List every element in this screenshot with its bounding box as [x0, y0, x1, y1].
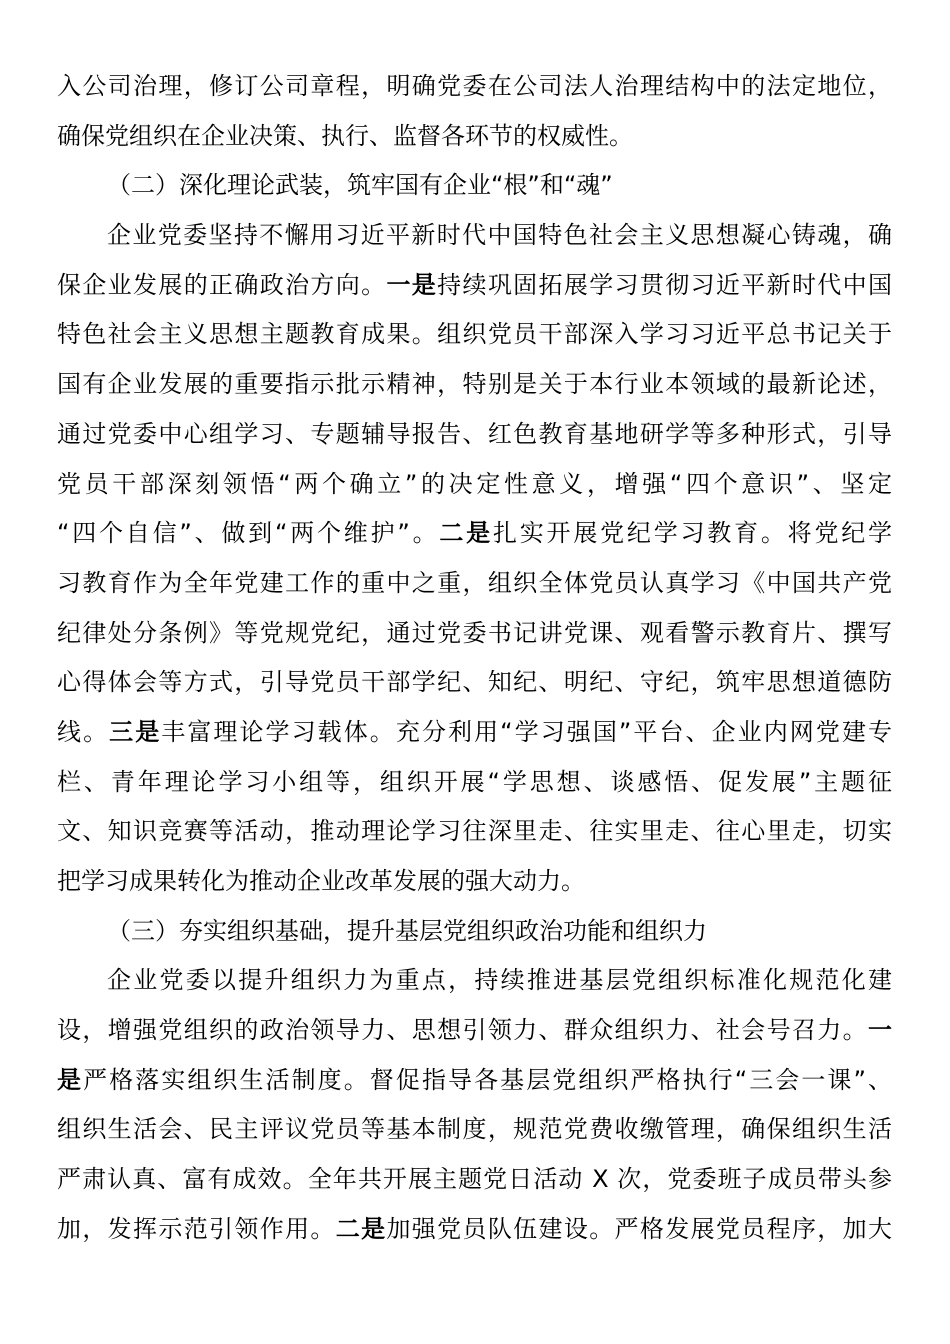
- text-line: [57, 509, 892, 559]
- text-line: [57, 460, 892, 510]
- text-line: [57, 211, 892, 261]
- line-text: 严肃认真、富有成效。全年共开展主题党日活动 X 次，党委班子成员带头参: [57, 1165, 892, 1194]
- section-heading: [57, 161, 892, 211]
- text-line: [57, 1155, 892, 1205]
- text-line: [57, 261, 892, 311]
- line-text: 扎实开展党纪学习教育。将党纪学: [492, 519, 892, 548]
- line-text: 设，增强党组织的政治领导力、思想引领力、群众组织力、社会号召力。: [57, 1016, 868, 1045]
- heading-text: （三）夯实组织基础，提升基层党组织政治功能和组织力: [107, 916, 707, 945]
- text-line: [57, 559, 892, 609]
- text-line: [57, 956, 892, 1006]
- text-line: [57, 1006, 892, 1056]
- line-text: 把学习成果转化为推动企业改革发展的强大动力。: [57, 867, 585, 895]
- text-line: [57, 857, 892, 907]
- bold-text: 三是: [109, 717, 162, 746]
- line-text: 文、知识竞赛等活动，推动理论学习往深里走、往实里走、往心里走，切实: [57, 817, 892, 846]
- bold-text: 是: [57, 1065, 84, 1094]
- text-line: [57, 708, 892, 758]
- line-text: 加强党员队伍建设。严格发展党员程序，加大: [386, 1214, 892, 1243]
- line-text: 严格落实组织生活制度。督促指导各基层党组织严格执行“三会一课”、: [83, 1065, 892, 1094]
- text-line: [57, 360, 892, 410]
- line-text: 企业党委坚持不懈用习近平新时代中国特色社会主义思想凝心铸魂，确: [107, 221, 892, 250]
- line-text: 特色社会主义思想主题教育成果。组织党员干部深入学习习近平总书记关于: [57, 320, 892, 349]
- text-line: [57, 112, 892, 162]
- text-line: [57, 62, 892, 112]
- line-text: “四个自信”、做到“两个维护”。: [57, 519, 440, 548]
- line-text: 通过党委中心组学习、专题辅导报告、红色教育基地研学等多种形式，引导: [57, 419, 892, 448]
- line-text: 丰富理论学习载体。充分利用“学习强国”平台、企业内网党建专: [161, 717, 892, 746]
- line-text: 确保党组织在企业决策、执行、监督各环节的权威性。: [57, 121, 633, 150]
- line-text: 企业党委以提升组织力为重点，持续推进基层党组织标准化规范化建: [107, 966, 892, 995]
- text-line: [57, 658, 892, 708]
- text-line: [57, 1105, 892, 1155]
- text-line: [57, 1056, 892, 1106]
- text-line: [57, 310, 892, 360]
- line-text: 线。: [57, 717, 110, 746]
- line-text: 纪律处分条例》等党规党纪，通过党委书记讲党课、观看警示教育片、撰写: [57, 618, 892, 647]
- bold-text: 二是: [335, 1214, 387, 1243]
- section-heading: [57, 907, 892, 957]
- line-text: 保企业发展的正确政治方向。: [57, 270, 387, 299]
- line-text: 入公司治理，修订公司章程，明确党委在公司法人治理结构中的法定地位，: [57, 72, 892, 100]
- heading-text: （二）深化理论武装，筑牢国有企业“根”和“魂”: [107, 171, 613, 200]
- line-text: 组织生活会、民主评议党员等基本制度，规范党费收缴管理，确保组织生活: [57, 1115, 892, 1144]
- bold-text: 一是: [386, 270, 438, 299]
- line-text: 栏、青年理论学习小组等，组织开展“学思想、谈感悟、促发展”主题征: [57, 767, 892, 796]
- line-text: 心得体会等方式，引导党员干部学纪、知纪、明纪、守纪，筑牢思想道德防: [57, 668, 892, 697]
- text-line: [57, 807, 892, 857]
- text-line: [57, 758, 892, 808]
- line-text: 党员干部深刻领悟“两个确立”的决定性意义，增强“四个意识”、坚定: [57, 469, 892, 498]
- text-line: [57, 609, 892, 659]
- text-line: [57, 410, 892, 460]
- line-text: 国有企业发展的重要指示批示精神，特别是关于本行业本领域的最新论述，: [57, 370, 892, 399]
- bold-text: 一: [868, 1016, 892, 1045]
- text-line: [57, 1205, 892, 1255]
- line-text: 加，发挥示范引领作用。: [57, 1214, 336, 1243]
- line-text: 习教育作为全年党建工作的重中之重，组织全体党员认真学习《中国共产党: [57, 568, 892, 597]
- line-text: 持续巩固拓展学习贯彻习近平新时代中国: [437, 270, 892, 299]
- bold-text: 二是: [439, 519, 493, 548]
